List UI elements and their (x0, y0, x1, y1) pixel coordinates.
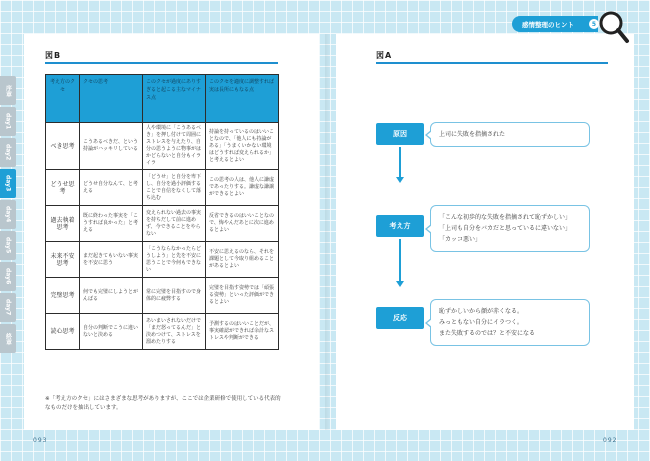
flow-arrow-down-icon (396, 177, 404, 183)
figure-b-label: 図B (45, 51, 62, 60)
figure-a-label: 図A (376, 51, 393, 60)
figure-a-rule (376, 62, 608, 64)
row-thought: 何でも完璧にしようとがんばる (80, 278, 143, 314)
header-habit: 考え方のクセ (46, 75, 80, 123)
side-tab-prologue[interactable]: 序章 (0, 76, 16, 105)
table-row (46, 123, 279, 170)
side-tab-day7[interactable]: day7 (0, 293, 16, 322)
row-minus: 「こうならなかったらどうしよう」と先を不安に思うことで今何もできない (143, 242, 206, 278)
flow-label-reaction: 反応 (376, 307, 424, 329)
side-tab-day1[interactable]: day1 (0, 107, 16, 136)
table-row (46, 314, 279, 350)
header-minus: このクセが過度にありすぎると起こる主なマイナス点 (143, 75, 206, 123)
side-tab-epilogue[interactable]: 終章 (0, 324, 16, 353)
flow-connector (399, 239, 401, 281)
row-thought: 既に終わった事実を「こうすれば良かった」と考える (80, 206, 143, 242)
row-minus: 人や環境に「こうあるべき」を押し付けて周囲にストレスを与えたり、自分の思うように物事がはかどらないと自分もイライラ (143, 123, 206, 170)
row-name: 過去執着思考 (46, 206, 80, 242)
row-thought: どうせ自分なんて、と考える (80, 170, 143, 206)
header-plus: このクセを適度に調整すれば実は長所にもなる点 (206, 75, 279, 123)
row-minus: あいまいされないだけで「まだ怒ってるんだ」と決めつけて、ストレスを溜めたりする (143, 314, 206, 350)
flow-bubble-reaction (430, 299, 590, 346)
row-thought: こうあるべきだ、という持論がハッキリしている (80, 123, 143, 170)
row-plus: 不安に思えるのなら、それを課題として今取り組めることがあるとよい (206, 242, 279, 278)
flow-text-line: また失敗するのでは？と不安になる (439, 330, 536, 337)
magnifier-icon (598, 8, 630, 46)
table-row (46, 170, 279, 206)
header-thought: クセの思考 (80, 75, 143, 123)
table-row (46, 278, 279, 314)
thinking-habits-table (45, 74, 279, 350)
row-plus: 持論を持っているのはいいことなので、「他人にも持論がある」「うまくいかない環境はどうすれば変えられるか」と考えるとよい (206, 123, 279, 170)
row-thought: まだ起きてもいない事実を不安に思う (80, 242, 143, 278)
side-tab-day2[interactable]: day2 (0, 138, 16, 167)
table-footnote: ※「考え方のクセ」にはさまざまな思考がありますが、ここでは企業研修で使用している代表的なものだけを抽出しています。 (45, 396, 281, 411)
side-tab-strip (0, 76, 16, 355)
header-badge-number: 5 (589, 19, 599, 29)
table-row (46, 206, 279, 242)
flow-text-line: 「こんな初歩的な失敗を指摘されて恥ずかしい」 (439, 214, 572, 221)
flow-label-thinking: 考え方 (376, 215, 424, 237)
flow-arrow-down-icon (396, 281, 404, 287)
table-header-row (46, 75, 279, 123)
side-tab-day5[interactable]: day5 (0, 231, 16, 260)
flow-text-line: 恥ずかしいから顔が赤くなる。 (439, 308, 524, 315)
flow-connector (399, 147, 401, 177)
row-plus: この思考の人は、他人に謙虚であったりする。謙虚な謙譲ができるとよい (206, 170, 279, 206)
row-minus: 常に完璧を目指すので身体的に疲弊する (143, 278, 206, 314)
row-name: 読心思考 (46, 314, 80, 350)
side-tab-day6[interactable]: day6 (0, 262, 16, 291)
row-name: 完璧思考 (46, 278, 80, 314)
side-tab-day4[interactable]: day4 (0, 200, 16, 229)
header-badge: 感情整理のヒント (512, 16, 598, 32)
flow-bubble-cause (430, 122, 590, 147)
figure-b-rule (45, 62, 278, 64)
flow-text-line: 上司に失敗を指摘された (439, 131, 506, 138)
left-page-number: 093 (33, 437, 48, 444)
row-name: べき思考 (46, 123, 80, 170)
flow-text-line: みっともない自分にイラつく。 (439, 319, 523, 326)
row-minus: 変えられない過去の事実を持ちだして前に進めず、今できることをやらない (143, 206, 206, 242)
row-name: 未来不安思考 (46, 242, 80, 278)
flow-label-cause: 原因 (376, 123, 424, 145)
spine-shadow (325, 34, 331, 430)
table-row (46, 242, 279, 278)
side-tab-day3[interactable]: day3 (0, 169, 16, 198)
row-minus: 「どうせ」と自分を卑下し、自分を過小評価することで自信をなくして落ち込む (143, 170, 206, 206)
right-page-number: 092 (603, 437, 618, 444)
row-plus: 完璧を目指す姿勢では「頑張る姿勢」といった評価ができるとよい (206, 278, 279, 314)
flow-bubble-thinking (430, 205, 590, 252)
row-plus: 反省できるのはいいことなので、悔やんだあとに次に進めるとよい (206, 206, 279, 242)
flow-text-line: 「上司も自分をバカだと思っているに違いない」 (439, 225, 572, 232)
flow-text-line: 「カッコ悪い」 (439, 236, 481, 243)
row-name: どうせ思考 (46, 170, 80, 206)
row-thought: 自分の判断でこうに違いないと決める (80, 314, 143, 350)
row-plus: 予測するのはいいことだが、事実確認ができれば余計なストレスや判断ができる (206, 314, 279, 350)
